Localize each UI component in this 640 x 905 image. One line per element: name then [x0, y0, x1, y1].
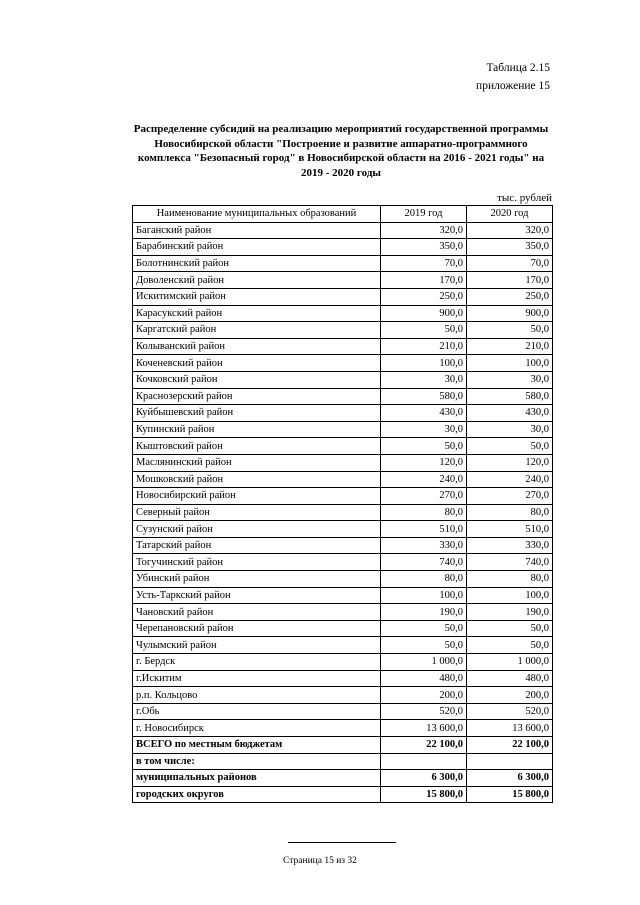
cell-2019: 13 600,0 [381, 720, 467, 737]
cell-2019: 80,0 [381, 504, 467, 521]
table-row [133, 239, 553, 256]
cell-municipality: г.Обь [133, 703, 381, 720]
table-row [133, 554, 553, 571]
cell-2019: 350,0 [381, 239, 467, 256]
cell-2019: 50,0 [381, 322, 467, 339]
cell-2019: 580,0 [381, 388, 467, 405]
cell-2019: 30,0 [381, 371, 467, 388]
table-row [133, 438, 553, 455]
cell-2020: 50,0 [467, 322, 553, 339]
table-row [133, 720, 553, 737]
cell-municipality: Чановский район [133, 604, 381, 621]
appendix-label: приложение 15 [476, 80, 550, 92]
subtotal-row [133, 786, 553, 803]
cell-municipality: Кыштовский район [133, 438, 381, 455]
cell-municipality: Убинский район [133, 571, 381, 588]
table-row [133, 620, 553, 637]
cell-municipality: Болотнинский район [133, 255, 381, 272]
units-label: тыс. рублей [497, 192, 552, 204]
table-row [133, 405, 553, 422]
cell-2019: 120,0 [381, 454, 467, 471]
cell-2019: 70,0 [381, 255, 467, 272]
cell-2019: 22 100,0 [381, 737, 467, 754]
table-row [133, 670, 553, 687]
document-title: Распределение субсидий на реализацию мероприятий государственной программы Новосибирской области "Построение и развитие аппаратно-программного комплекса "Безопасный город" в Новосибирской области на 2016 - 2021 годы" на 2019 - 2020 годы [133, 123, 549, 179]
column-header-2019: 2019 год [381, 206, 467, 223]
cell-2020: 50,0 [467, 438, 553, 455]
subsidy-table [132, 205, 553, 803]
cell-2019: 210,0 [381, 338, 467, 355]
cell-2019: 240,0 [381, 471, 467, 488]
cell-2020: 120,0 [467, 454, 553, 471]
cell-municipality: Чулымский район [133, 637, 381, 654]
cell-2020: 350,0 [467, 239, 553, 256]
cell-municipality: р.п. Кольцово [133, 687, 381, 704]
table-row [133, 521, 553, 538]
cell-municipality: Баганский район [133, 222, 381, 239]
cell-2020: 210,0 [467, 338, 553, 355]
cell-2019: 900,0 [381, 305, 467, 322]
cell-2019: 1 000,0 [381, 654, 467, 671]
table-row [133, 604, 553, 621]
table-header-row [133, 206, 553, 223]
cell-2020: 30,0 [467, 421, 553, 438]
cell-2019: 480,0 [381, 670, 467, 687]
cell-2020: 30,0 [467, 371, 553, 388]
cell-2020: 320,0 [467, 222, 553, 239]
cell-2020: 13 600,0 [467, 720, 553, 737]
cell-municipality: Купинский район [133, 421, 381, 438]
cell-municipality: Доволенский район [133, 272, 381, 289]
table-row [133, 654, 553, 671]
cell-2019: 200,0 [381, 687, 467, 704]
cell-2020: 50,0 [467, 637, 553, 654]
cell-municipality: Мошковский район [133, 471, 381, 488]
cell-municipality: Карасукский район [133, 305, 381, 322]
cell-2019: 30,0 [381, 421, 467, 438]
cell-municipality: Краснозерский район [133, 388, 381, 405]
cell-municipality: Черепановский район [133, 620, 381, 637]
cell-municipality: Маслянинский район [133, 454, 381, 471]
table-row [133, 255, 553, 272]
cell-municipality: городских округов [133, 786, 381, 803]
table-row [133, 537, 553, 554]
table-row [133, 504, 553, 521]
table-row [133, 703, 553, 720]
cell-municipality: Усть-Таркский район [133, 587, 381, 604]
cell-2019: 430,0 [381, 405, 467, 422]
table-row [133, 471, 553, 488]
table-row [133, 288, 553, 305]
cell-2019: 100,0 [381, 587, 467, 604]
cell-municipality: Куйбышевский район [133, 405, 381, 422]
cell-2019: 50,0 [381, 438, 467, 455]
cell-municipality: Северный район [133, 504, 381, 521]
table-row [133, 355, 553, 372]
cell-2020: 520,0 [467, 703, 553, 720]
table-row [133, 454, 553, 471]
cell-2020: 250,0 [467, 288, 553, 305]
cell-2020: 900,0 [467, 305, 553, 322]
table-row [133, 571, 553, 588]
table-number: Таблица 2.15 [486, 62, 550, 74]
cell-2020: 200,0 [467, 687, 553, 704]
including-row [133, 753, 553, 770]
cell-2019: 330,0 [381, 537, 467, 554]
cell-municipality: г. Новосибирск [133, 720, 381, 737]
cell-municipality: Искитимский район [133, 288, 381, 305]
cell-municipality: Барабинский район [133, 239, 381, 256]
cell-2019: 50,0 [381, 620, 467, 637]
cell-2020: 580,0 [467, 388, 553, 405]
empty-cell [467, 753, 553, 770]
table-row [133, 587, 553, 604]
cell-2019: 510,0 [381, 521, 467, 538]
cell-2020: 190,0 [467, 604, 553, 621]
cell-2020: 50,0 [467, 620, 553, 637]
cell-municipality: г. Бердск [133, 654, 381, 671]
table-row [133, 322, 553, 339]
column-header-2020: 2020 год [467, 206, 553, 223]
table-row [133, 687, 553, 704]
cell-2019: 50,0 [381, 637, 467, 654]
cell-2020: 270,0 [467, 488, 553, 505]
cell-municipality: Кочковский район [133, 371, 381, 388]
table-row [133, 371, 553, 388]
cell-2019: 6 300,0 [381, 770, 467, 787]
table-row [133, 637, 553, 654]
cell-2020: 100,0 [467, 355, 553, 372]
cell-2019: 320,0 [381, 222, 467, 239]
cell-municipality: муниципальных районов [133, 770, 381, 787]
cell-2019: 250,0 [381, 288, 467, 305]
table-row [133, 305, 553, 322]
including-label: в том числе: [133, 753, 381, 770]
cell-2020: 510,0 [467, 521, 553, 538]
cell-2020: 6 300,0 [467, 770, 553, 787]
cell-2020: 1 000,0 [467, 654, 553, 671]
cell-municipality: Каргатский район [133, 322, 381, 339]
cell-municipality: Новосибирский район [133, 488, 381, 505]
table-row [133, 222, 553, 239]
cell-2019: 740,0 [381, 554, 467, 571]
cell-2020: 240,0 [467, 471, 553, 488]
footer-divider [288, 842, 396, 843]
cell-2020: 430,0 [467, 405, 553, 422]
cell-municipality: ВСЕГО по местным бюджетам [133, 737, 381, 754]
cell-2020: 100,0 [467, 587, 553, 604]
cell-2019: 190,0 [381, 604, 467, 621]
cell-2020: 80,0 [467, 571, 553, 588]
cell-2020: 15 800,0 [467, 786, 553, 803]
cell-2019: 15 800,0 [381, 786, 467, 803]
cell-2020: 330,0 [467, 537, 553, 554]
cell-2020: 80,0 [467, 504, 553, 521]
cell-2019: 170,0 [381, 272, 467, 289]
cell-municipality: г.Искитим [133, 670, 381, 687]
cell-2020: 740,0 [467, 554, 553, 571]
cell-2020: 170,0 [467, 272, 553, 289]
cell-2019: 520,0 [381, 703, 467, 720]
cell-2020: 480,0 [467, 670, 553, 687]
table-row [133, 488, 553, 505]
table-row [133, 421, 553, 438]
column-header-name: Наименование муниципальных образований [133, 206, 381, 223]
page-number: Страница 15 из 32 [283, 856, 357, 866]
cell-municipality: Татарский район [133, 537, 381, 554]
cell-2019: 270,0 [381, 488, 467, 505]
cell-municipality: Колыванский район [133, 338, 381, 355]
table-row [133, 388, 553, 405]
subtotal-row [133, 770, 553, 787]
empty-cell [381, 753, 467, 770]
total-row [133, 737, 553, 754]
cell-municipality: Коченевский район [133, 355, 381, 372]
table-row [133, 338, 553, 355]
cell-2020: 22 100,0 [467, 737, 553, 754]
cell-municipality: Тогучинский район [133, 554, 381, 571]
table-row [133, 272, 553, 289]
cell-2020: 70,0 [467, 255, 553, 272]
cell-2019: 100,0 [381, 355, 467, 372]
cell-2019: 80,0 [381, 571, 467, 588]
cell-municipality: Сузунский район [133, 521, 381, 538]
